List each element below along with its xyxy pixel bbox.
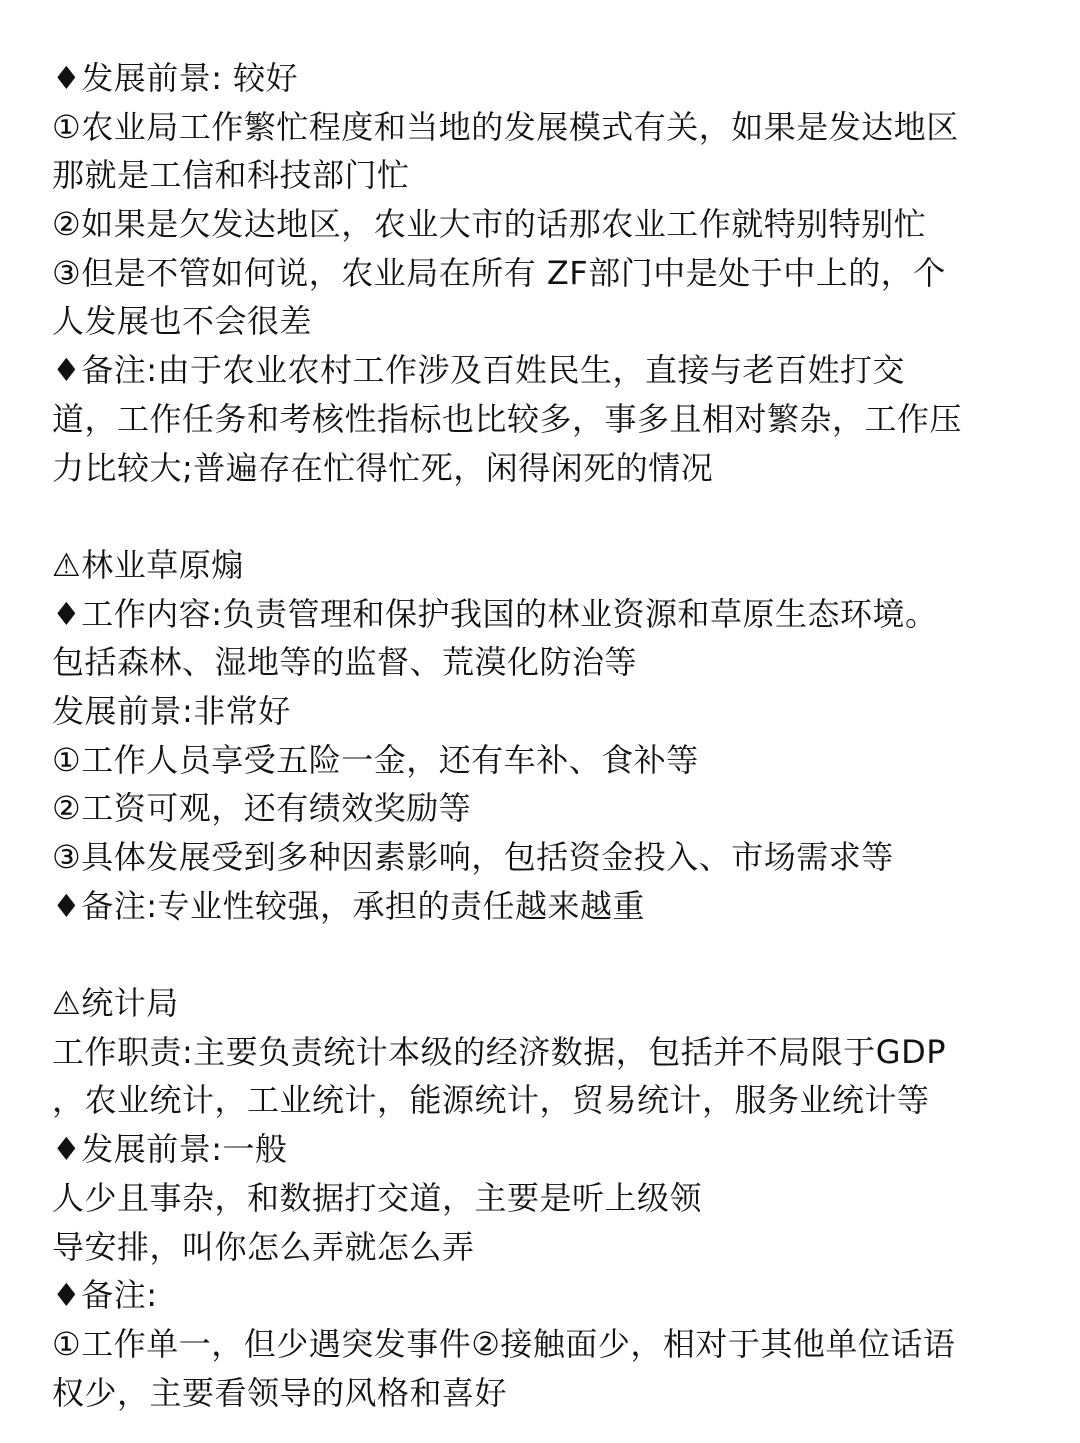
text-line: ①工作人员享受五险一金，还有车补、食补等 — [52, 740, 699, 779]
text-line: ③但是不管如何说，农业局在所有 ZF部门中是处于中上的，个 — [52, 253, 946, 292]
section-spacer — [52, 930, 1042, 979]
text-line: ③具体发展受到多种因素影响，包括资金投入、市场需求等 — [52, 838, 894, 876]
section-heading: ⚠林业草原煽 — [52, 545, 244, 584]
text-line: ②如果是欠发达地区，农业大市的话那农业工作就特别特别忙 — [52, 205, 927, 244]
section-agriculture — [52, 54, 1042, 492]
section-heading: ⚠统计局 — [52, 984, 179, 1023]
text-line: 道，工作任务和考核性指标也比较多，事多且相对繁杂，工作压 — [52, 399, 963, 438]
text-line: 发展前景:非常好 — [52, 691, 291, 730]
text-line: 工作职责:主要负责统计本级的经济数据，包括并不局限于GDP — [52, 1032, 947, 1071]
document-body — [52, 54, 1042, 1417]
section-forestry — [52, 541, 1042, 931]
text-line: ♦发展前景: 较好 — [52, 59, 299, 97]
text-line: ♦工作内容:负责管理和保护我国的林业资源和草原生态环境。 — [52, 594, 938, 633]
text-line: 权少，主要看领导的风格和喜好 — [52, 1373, 508, 1412]
text-line: ①农业局工作繁忙程度和当地的发展模式有关，如果是发达地区 — [52, 107, 959, 146]
text-line: 人少且事杂，和数据打交道，主要是听上级领 — [52, 1178, 703, 1217]
text-line: ♦备注:专业性较强，承担的责任越来越重 — [52, 886, 645, 925]
text-line: ♦发展前景:一般 — [52, 1130, 288, 1169]
text-line: ，农业统计，工业统计，能源统计，贸易统计，服务业统计等 — [52, 1081, 930, 1120]
text-line: ♦备注: — [52, 1276, 158, 1315]
text-line: 导安排，叫你怎么弄就怎么弄 — [52, 1227, 475, 1266]
text-line: ②工资可观，还有绩效奖励等 — [52, 789, 472, 828]
text-line: 那就是工信和科技部门忙 — [52, 156, 410, 195]
text-line: ♦备注:由于农业农村工作涉及百姓民生，直接与老百姓打交 — [52, 351, 905, 390]
section-statistics — [52, 979, 1042, 1417]
text-line: 力比较大;普遍存在忙得忙死，闲得闲死的情况 — [52, 448, 714, 487]
text-line: 包括森林、湿地等的监督、荒漠化防治等 — [52, 643, 638, 682]
text-line: 人发展也不会很差 — [52, 302, 313, 341]
section-spacer — [52, 492, 1042, 541]
text-line: ①工作单一，但少遇突发事件②接触面少，相对于其他单位话语 — [52, 1324, 956, 1363]
